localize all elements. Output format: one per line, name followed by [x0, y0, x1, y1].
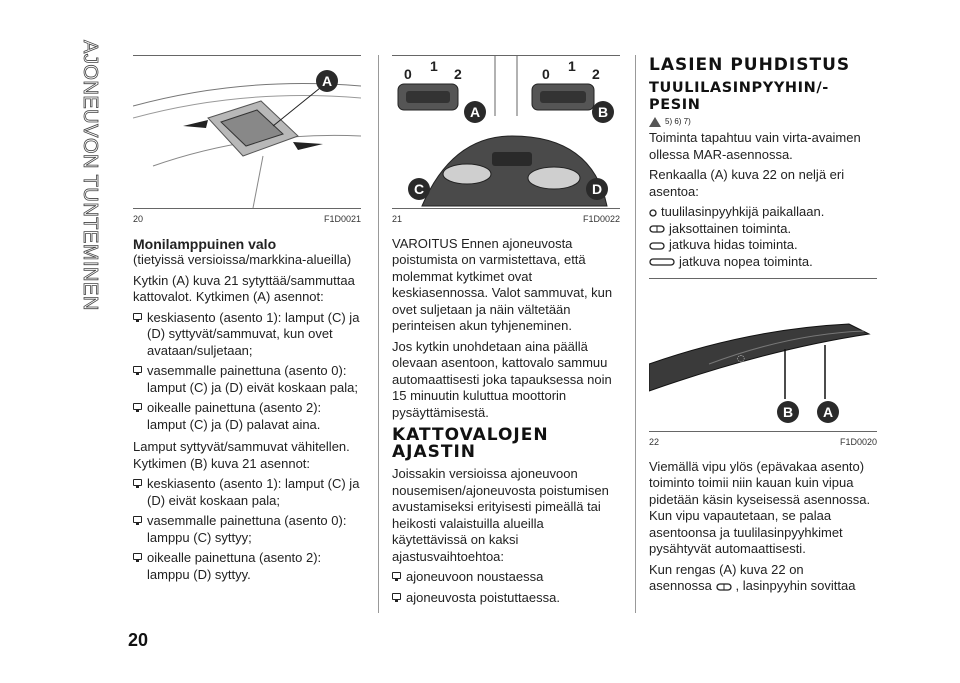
- column-1: [133, 55, 361, 587]
- wiper-intermittent-icon: [716, 583, 732, 591]
- paragraph: Kun rengas (A) kuva 22 on: [649, 561, 804, 577]
- wiper-slow-icon: [649, 242, 665, 250]
- paragraph: asennossa , lasinpyyhin sovittaa: [649, 578, 856, 593]
- svg-text:◌: ◌: [737, 354, 745, 364]
- figure-code: F1D0020: [839, 437, 877, 447]
- section-heading: LASIEN PUHDISTUS: [649, 55, 851, 75]
- bullet-icon: [133, 553, 142, 560]
- mark-2: 2: [592, 66, 600, 82]
- list-item: oikealle painettuna (asento 2): lamput (C) ja (D) palavat aina.: [133, 400, 361, 433]
- paragraph: Toiminta tapahtuu vain virta-avaimen ollessa MAR-asennossa.: [649, 130, 861, 162]
- label-a: A: [316, 70, 338, 92]
- figure-22: [649, 278, 877, 432]
- paragraph: Viemällä vipu ylös (epävakaa asento) toiminto toimii niin kauan kuin vipua pidetään käsin kyseisessä asennossa. Kun vipu vapautetaan, se palaa asentoonsa ja tuulilasinpyyhkimet pysähtyvät automaattisesti.: [649, 458, 871, 556]
- bullet-icon: [133, 403, 142, 410]
- list-item: tuulilasinpyyhkijä paikallaan.: [649, 204, 877, 221]
- column-divider: [378, 55, 379, 613]
- list-item: jaksottainen toiminta.: [649, 221, 877, 238]
- figure-code: F1D0021: [323, 214, 361, 224]
- figure-caption: [133, 211, 361, 228]
- bullet-icon: [133, 479, 142, 486]
- bullet-icon: [133, 313, 142, 320]
- paragraph: Lamput syttyvät/sammuvat vähitellen. Kytkimen (B) kuva 21 asennot:: [133, 439, 350, 471]
- paragraph: Joissakin versioissa ajoneuvoon nousemisen/ajoneuvosta poistumisen avustamiseksi erityisesti pimeällä tai heikosti valaistuilla alueilla käytettävissä on kaksi ajastusvaihtoehtoa:: [392, 466, 609, 564]
- list-item: ajoneuvoon noustaessa: [392, 569, 620, 586]
- wiper-off-icon: [649, 209, 657, 217]
- warning-refs: 5) 6) 7): [649, 114, 877, 131]
- bullet-icon: [392, 593, 401, 600]
- mark-0: 0: [542, 66, 550, 82]
- figure-20: [133, 55, 361, 209]
- bullet-icon: [133, 366, 142, 373]
- wiper-stalk-illustration: [649, 279, 877, 431]
- section-heading: KATTOVALOJEN AJASTIN: [392, 425, 549, 462]
- list-item: vasemmalle painettuna (asento 0): lamput (C) ja (D) eivät koskaan pala;: [133, 363, 361, 396]
- label-c: C: [408, 178, 430, 200]
- list-item: vasemmalle painettuna (asento 0): lamppu (C) syttyy;: [133, 513, 361, 546]
- list-item: keskiasento (asento 1): lamput (C) ja (D) syttyvät/sammuvat, kun ovet avataan/suljetaan;: [133, 310, 361, 360]
- figure-number: 22: [649, 437, 660, 447]
- warning-paragraph: VAROITUS Ennen ajoneuvosta poistumista on varmistettava, että molemmat kytkimet ovat keskiasennossa. Valot sammuvat, kun ovet suljetaan ja näin vältetään perinteisen akun tyhjeneminen.: [392, 235, 613, 333]
- list-item: keskiasento (asento 1): lamput (C) ja (D) eivät koskaan pala;: [133, 476, 361, 509]
- column-3: [649, 55, 877, 595]
- page-number: 20: [128, 630, 149, 650]
- paragraph: Jos kytkin unohdetaan aina päällä olevaan asentoon, kattovalo sammuu automaattisesti joka tapauksessa noin 15 minuutin kuluttua moottorin pysäyttämisestä.: [392, 338, 612, 420]
- figure-number: 21: [392, 214, 403, 224]
- mark-1: 1: [430, 58, 438, 74]
- paragraph: Renkaalla (A) kuva 22 on neljä eri asentoa:: [649, 167, 845, 199]
- bullet-icon: [392, 572, 401, 579]
- column-divider: [635, 55, 636, 613]
- list-item: jatkuva nopea toiminta.: [649, 254, 877, 271]
- list-item: oikealle painettuna (asento 2): lamppu (D) syttyy.: [133, 550, 361, 583]
- mark-2: 2: [454, 66, 462, 82]
- mark-0: 0: [404, 66, 412, 82]
- availability-note: (tietyissä versioissa/markkina-alueilla): [133, 252, 352, 267]
- mark-1: 1: [568, 58, 576, 74]
- figure-code: F1D0022: [582, 214, 620, 224]
- figure-21: [392, 55, 620, 209]
- section-heading: Monilamppuinen valo: [133, 235, 277, 252]
- figure-caption: [392, 211, 620, 228]
- label-b: B: [592, 101, 614, 123]
- label-a: A: [464, 101, 486, 123]
- warning-icon: [649, 117, 661, 127]
- wiper-intermittent-icon: [649, 225, 665, 233]
- figure-caption: [649, 434, 877, 451]
- wiper-fast-icon: [649, 258, 675, 266]
- column-2: [392, 55, 620, 610]
- list-item: ajoneuvosta poistuttaessa.: [392, 590, 620, 607]
- list-item: jatkuva hidas toiminta.: [649, 237, 877, 254]
- subsection-heading: TUULILASINPYYHIN/-PESIN: [649, 79, 829, 113]
- paragraph: Kytkin (A) kuva 21 sytyttää/sammuttaa kattovalot. Kytkimen (A) asennot:: [133, 272, 355, 304]
- figure-number: 20: [133, 214, 144, 224]
- chapter-title: AJONEUVON TUNTEMINEN: [79, 40, 101, 311]
- label-b: B: [777, 401, 799, 423]
- label-d: D: [586, 178, 608, 200]
- bullet-icon: [133, 516, 142, 523]
- label-a: A: [817, 401, 839, 423]
